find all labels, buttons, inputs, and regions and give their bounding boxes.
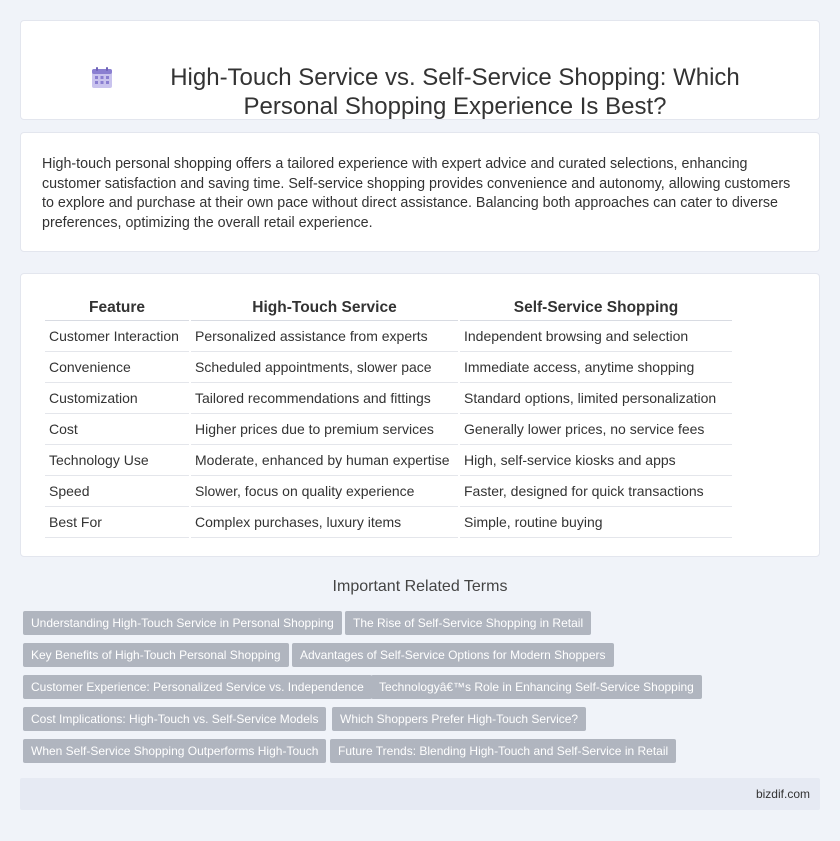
table-cell: Immediate access, anytime shopping [460,352,732,383]
intro-card [20,132,820,252]
page-title: High-Touch Service vs. Self-Service Shopping: Which Personal Shopping Experience Is Best? [170,64,740,120]
related-tag[interactable]: Advantages of Self-Service Options for Modern Shoppers [292,643,614,667]
table-cell: Faster, designed for quick transactions [460,476,732,507]
table-cell: Personalized assistance from experts [191,321,458,352]
calendar-icon [90,66,114,90]
header-self-service: Self-Service Shopping [460,294,732,321]
table-cell: Cost [45,414,189,445]
table-cell: Complex purchases, luxury items [191,507,458,538]
related-tag[interactable]: Customer Experience: Personalized Service vs. Independence [23,675,372,699]
table-cell: Speed [45,476,189,507]
table-row [45,414,732,445]
table-row [45,445,732,476]
related-terms-title: Important Related Terms [332,578,508,595]
related-tag[interactable]: Technologyâ€™s Role in Enhancing Self-Service Shopping [371,675,702,699]
table-cell: Convenience [45,352,189,383]
table-cell: Tailored recommendations and fittings [191,383,458,414]
table-cell: Moderate, enhanced by human expertise [191,445,458,476]
footer-site[interactable]: bizdif.com [755,787,810,801]
header-feature: Feature [45,294,189,321]
table-cell: Generally lower prices, no service fees [460,414,732,445]
related-tag[interactable]: Future Trends: Blending High-Touch and Self-Service in Retail [330,739,676,763]
table-row [45,383,732,414]
table-cell: Technology Use [45,445,189,476]
table-cell: Independent browsing and selection [460,321,732,352]
related-tag[interactable]: Cost Implications: High-Touch vs. Self-Service Models [23,707,326,731]
header-card [20,20,820,120]
table-cell: Customization [45,383,189,414]
comparison-table-card [20,273,820,557]
intro-text: High-touch personal shopping offers a tailored experience with expert advice and curated selections, enhancing customer satisfaction and saving time. Self-service shopping provides convenience and autonomy, allowing customers to explore and purchase at their own pace without direct assistance. Balancing both approaches can cater to diverse preferences, optimizing the overall retail experience. [42,156,791,231]
related-tag[interactable]: Key Benefits of High-Touch Personal Shopping [23,643,289,667]
table-cell: Slower, focus on quality experience [191,476,458,507]
table-row [45,507,732,538]
table-cell: Best For [45,507,189,538]
table-row [45,476,732,507]
table-cell: High, self-service kiosks and apps [460,445,732,476]
table-cell: Customer Interaction [45,321,189,352]
comparison-table [43,294,734,538]
table-cell: Simple, routine buying [460,507,732,538]
table-cell: Scheduled appointments, slower pace [191,352,458,383]
related-tag[interactable]: Understanding High-Touch Service in Personal Shopping [23,611,342,635]
related-tag[interactable]: When Self-Service Shopping Outperforms High-Touch [23,739,326,763]
header-high-touch: High-Touch Service [191,294,458,321]
table-cell: Standard options, limited personalization [460,383,732,414]
table-cell: Higher prices due to premium services [191,414,458,445]
table-row [45,321,732,352]
footer [20,778,820,810]
table-row [45,352,732,383]
related-tag[interactable]: Which Shoppers Prefer High-Touch Service? [332,707,586,731]
related-tag[interactable]: The Rise of Self-Service Shopping in Retail [345,611,591,635]
table-header-row [45,294,732,321]
